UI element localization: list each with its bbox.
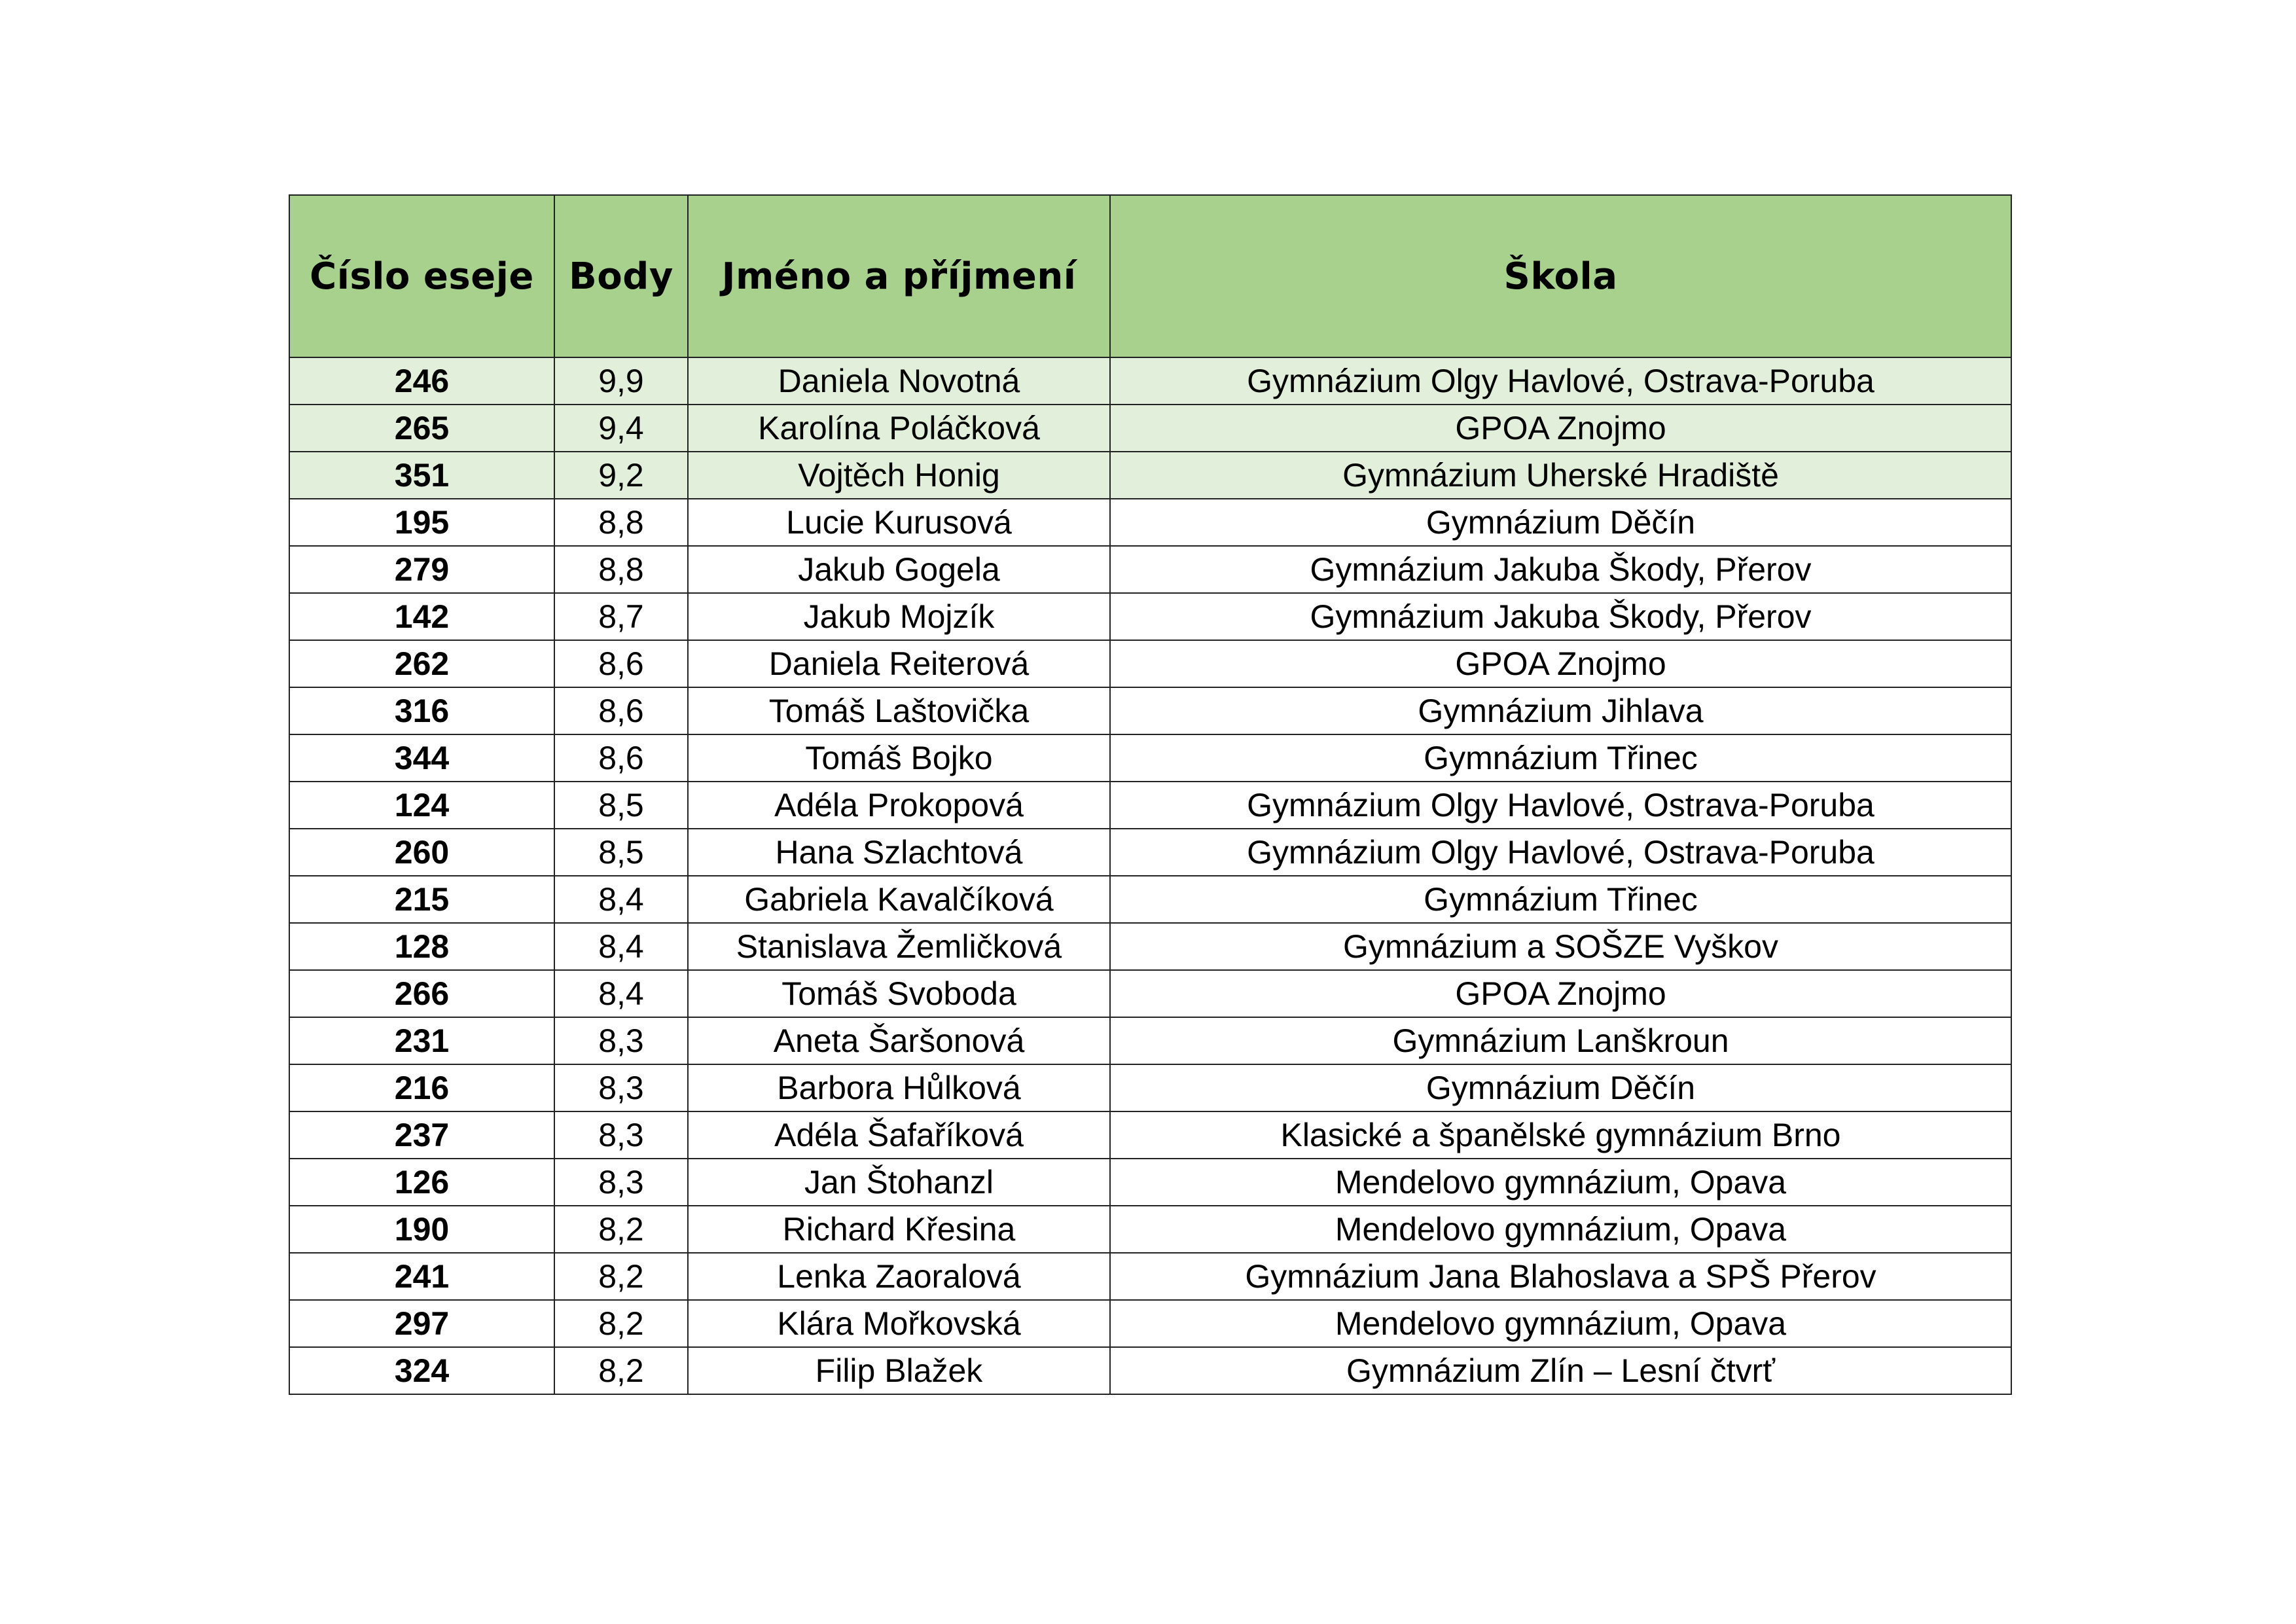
table-row xyxy=(289,923,2011,970)
cell-school: Gymnázium Zlín – Lesní čtvrť xyxy=(1110,1347,2011,1394)
cell-name: Richard Křesina xyxy=(688,1206,1110,1253)
table-row xyxy=(289,829,2011,876)
table-row xyxy=(289,640,2011,687)
cell-points: 8,6 xyxy=(554,640,688,687)
cell-essay-number: 126 xyxy=(289,1159,554,1206)
cell-essay-number: 216 xyxy=(289,1064,554,1111)
cell-name: Gabriela Kavalčíková xyxy=(688,876,1110,923)
cell-essay-number: 324 xyxy=(289,1347,554,1394)
table-row xyxy=(289,1064,2011,1111)
cell-essay-number: 266 xyxy=(289,970,554,1017)
cell-points: 9,2 xyxy=(554,452,688,499)
cell-essay-number: 128 xyxy=(289,923,554,970)
cell-name: Jakub Mojzík xyxy=(688,593,1110,640)
cell-points: 8,4 xyxy=(554,876,688,923)
cell-essay-number: 195 xyxy=(289,499,554,546)
table-row xyxy=(289,687,2011,734)
cell-points: 8,4 xyxy=(554,970,688,1017)
table-row xyxy=(289,452,2011,499)
cell-name: Barbora Hůlková xyxy=(688,1064,1110,1111)
cell-points: 8,5 xyxy=(554,782,688,829)
cell-school: Gymnázium Lanškroun xyxy=(1110,1017,2011,1064)
table-row xyxy=(289,970,2011,1017)
header-points: Body xyxy=(554,195,688,357)
cell-name: Aneta Šaršonová xyxy=(688,1017,1110,1064)
table-header-row xyxy=(289,195,2011,357)
cell-school: Gymnázium a SOŠZE Vyškov xyxy=(1110,923,2011,970)
cell-points: 8,5 xyxy=(554,829,688,876)
cell-points: 8,3 xyxy=(554,1017,688,1064)
table-row xyxy=(289,1017,2011,1064)
cell-points: 8,2 xyxy=(554,1253,688,1300)
cell-points: 8,3 xyxy=(554,1064,688,1111)
cell-essay-number: 351 xyxy=(289,452,554,499)
table-body xyxy=(289,357,2011,1394)
cell-points: 8,4 xyxy=(554,923,688,970)
cell-essay-number: 241 xyxy=(289,1253,554,1300)
cell-name: Lenka Zaoralová xyxy=(688,1253,1110,1300)
cell-essay-number: 142 xyxy=(289,593,554,640)
cell-points: 8,6 xyxy=(554,734,688,782)
table-row xyxy=(289,405,2011,452)
table-row xyxy=(289,499,2011,546)
cell-school: Gymnázium Jakuba Škody, Přerov xyxy=(1110,593,2011,640)
cell-essay-number: 231 xyxy=(289,1017,554,1064)
cell-name: Daniela Reiterová xyxy=(688,640,1110,687)
cell-name: Tomáš Bojko xyxy=(688,734,1110,782)
cell-school: Gymnázium Uherské Hradiště xyxy=(1110,452,2011,499)
cell-points: 8,2 xyxy=(554,1347,688,1394)
results-table xyxy=(289,194,2012,1395)
table-row xyxy=(289,357,2011,405)
cell-name: Vojtěch Honig xyxy=(688,452,1110,499)
cell-name: Hana Szlachtová xyxy=(688,829,1110,876)
table-row xyxy=(289,1300,2011,1347)
cell-points: 8,2 xyxy=(554,1300,688,1347)
cell-essay-number: 265 xyxy=(289,405,554,452)
cell-name: Jan Štohanzl xyxy=(688,1159,1110,1206)
cell-name: Karolína Poláčková xyxy=(688,405,1110,452)
table-row xyxy=(289,782,2011,829)
header-essay-number: Číslo eseje xyxy=(289,195,554,357)
cell-school: Mendelovo gymnázium, Opava xyxy=(1110,1206,2011,1253)
cell-school: GPOA Znojmo xyxy=(1110,970,2011,1017)
cell-name: Filip Blažek xyxy=(688,1347,1110,1394)
cell-essay-number: 246 xyxy=(289,357,554,405)
table-row xyxy=(289,1253,2011,1300)
cell-essay-number: 260 xyxy=(289,829,554,876)
cell-school: Gymnázium Děčín xyxy=(1110,1064,2011,1111)
cell-points: 8,8 xyxy=(554,499,688,546)
cell-points: 9,4 xyxy=(554,405,688,452)
cell-essay-number: 344 xyxy=(289,734,554,782)
cell-name: Tomáš Svoboda xyxy=(688,970,1110,1017)
cell-essay-number: 190 xyxy=(289,1206,554,1253)
cell-essay-number: 215 xyxy=(289,876,554,923)
cell-name: Adéla Prokopová xyxy=(688,782,1110,829)
cell-school: Gymnázium Jakuba Škody, Přerov xyxy=(1110,546,2011,593)
table-row xyxy=(289,734,2011,782)
cell-essay-number: 279 xyxy=(289,546,554,593)
table-row xyxy=(289,1347,2011,1394)
cell-school: Gymnázium Jana Blahoslava a SPŠ Přerov xyxy=(1110,1253,2011,1300)
cell-school: Gymnázium Děčín xyxy=(1110,499,2011,546)
cell-school: Mendelovo gymnázium, Opava xyxy=(1110,1300,2011,1347)
cell-school: Gymnázium Olgy Havlové, Ostrava-Poruba xyxy=(1110,829,2011,876)
cell-essay-number: 237 xyxy=(289,1111,554,1159)
cell-points: 8,2 xyxy=(554,1206,688,1253)
cell-essay-number: 316 xyxy=(289,687,554,734)
cell-name: Stanislava Žemličková xyxy=(688,923,1110,970)
cell-name: Klára Mořkovská xyxy=(688,1300,1110,1347)
cell-points: 8,7 xyxy=(554,593,688,640)
table-row xyxy=(289,1111,2011,1159)
cell-points: 8,3 xyxy=(554,1159,688,1206)
cell-school: GPOA Znojmo xyxy=(1110,640,2011,687)
cell-school: GPOA Znojmo xyxy=(1110,405,2011,452)
cell-essay-number: 297 xyxy=(289,1300,554,1347)
table-row xyxy=(289,1159,2011,1206)
table-row xyxy=(289,876,2011,923)
cell-school: Klasické a španělské gymnázium Brno xyxy=(1110,1111,2011,1159)
cell-school: Mendelovo gymnázium, Opava xyxy=(1110,1159,2011,1206)
cell-school: Gymnázium Třinec xyxy=(1110,734,2011,782)
table-row xyxy=(289,546,2011,593)
cell-points: 8,8 xyxy=(554,546,688,593)
cell-school: Gymnázium Třinec xyxy=(1110,876,2011,923)
cell-school: Gymnázium Jihlava xyxy=(1110,687,2011,734)
cell-name: Jakub Gogela xyxy=(688,546,1110,593)
cell-points: 8,6 xyxy=(554,687,688,734)
cell-essay-number: 262 xyxy=(289,640,554,687)
cell-points: 8,3 xyxy=(554,1111,688,1159)
cell-name: Tomáš Laštovička xyxy=(688,687,1110,734)
cell-essay-number: 124 xyxy=(289,782,554,829)
header-school: Škola xyxy=(1110,195,2011,357)
cell-name: Adéla Šafaříková xyxy=(688,1111,1110,1159)
header-name: Jméno a příjmení xyxy=(688,195,1110,357)
cell-school: Gymnázium Olgy Havlové, Ostrava-Poruba xyxy=(1110,782,2011,829)
table-row xyxy=(289,593,2011,640)
cell-name: Lucie Kurusová xyxy=(688,499,1110,546)
cell-points: 9,9 xyxy=(554,357,688,405)
cell-name: Daniela Novotná xyxy=(688,357,1110,405)
cell-school: Gymnázium Olgy Havlové, Ostrava-Poruba xyxy=(1110,357,2011,405)
table-row xyxy=(289,1206,2011,1253)
